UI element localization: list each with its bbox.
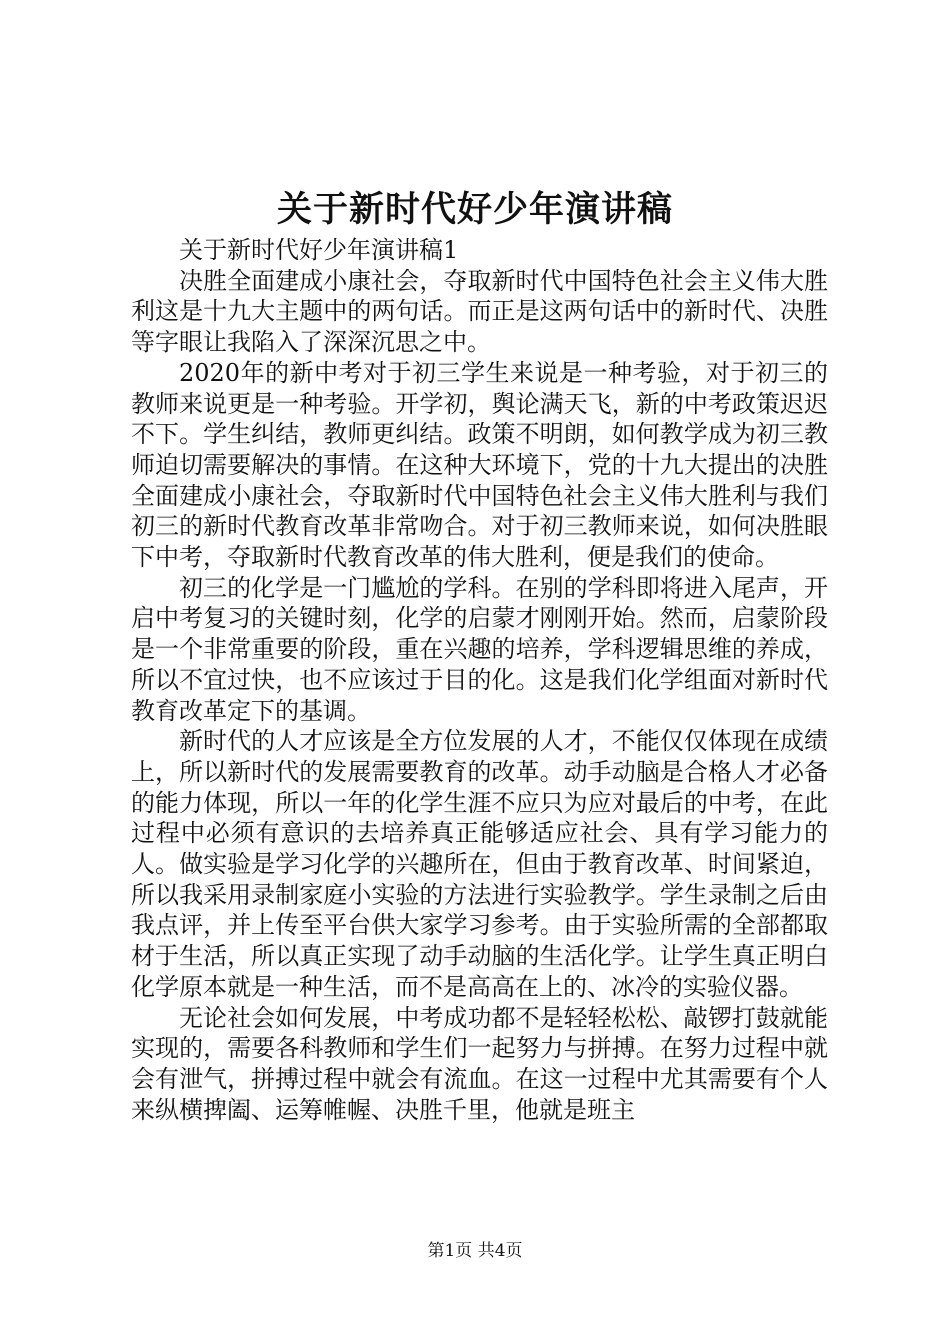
paragraph: 决胜全面建成小康社会，夺取新时代中国特色社会主义伟大胜利这是十九大主题中的两句话。而正是这两句话中的新时代、决胜等字眼让我陷入了深深沉思之中。 [131,266,828,357]
paragraph: 无论社会如何发展，中考成功都不是轻轻松松、敲锣打鼓就能实现的，需要各科教师和学生们一起努力与拼搏。在努力过程中就会有泄气，拼搏过程中就会有流血。在这一过程中尤其需要有个人来纵横捭阖、运筹帷幄、决胜千里，他就是班主 [131,1003,828,1124]
paragraph: 2020年的新中考对于初三学生来说是一种考验，对于初三的教师来说更是一种考验。开学初，舆论满天飞，新的中考政策迟迟不下。学生纠结，教师更纠结。政策不明朗，如何教学成为初三教师迫切需要解决的事情。在这种大环境下，党的十九大提出的决胜全面建成小康社会，夺取新时代中国特色社会主义伟大胜利与我们初三的新时代教育改革非常吻合。对于初三教师来说，如何决胜眼下中考，夺取新时代教育改革的伟大胜利，便是我们的使命。 [131,358,828,572]
page-number-footer: 第1页 共4页 [427,1241,523,1261]
document-body [131,235,828,1125]
paragraph: 新时代的人才应该是全方位发展的人才，不能仅仅体现在成绩上，所以新时代的发展需要教育的改革。动手动脑是合格人才必备的能力体现，所以一年的化学生涯不应只为应对最后的中考，在此过程中必须有意识的去培养真正能够适应社会、具有学习能力的人。做实验是学习化学的兴趣所在，但由于教育改革、时间紧迫，所以我采用录制家庭小实验的方法进行实验教学。学生录制之后由我点评，并上传至平台供大家学习参考。由于实验所需的全部都取材于生活，所以真正实现了动手动脑的生活化学。让学生真正明白化学原本就是一种生活，而不是高高在上的、冰冷的实验仪器。 [131,727,828,1001]
paragraph: 初三的化学是一门尴尬的学科。在别的学科即将进入尾声，开启中考复习的关键时刻，化学的启蒙才刚刚开始。然而，启蒙阶段是一个非常重要的阶段，重在兴趣的培养，学科逻辑思维的养成，所以不宜过快，也不应该过于目的化。这是我们化学组面对新时代教育改革定下的基调。 [131,573,828,725]
document-title: 关于新时代好少年演讲稿 [276,189,673,230]
paragraph-subtitle: 关于新时代好少年演讲稿1 [179,236,459,264]
